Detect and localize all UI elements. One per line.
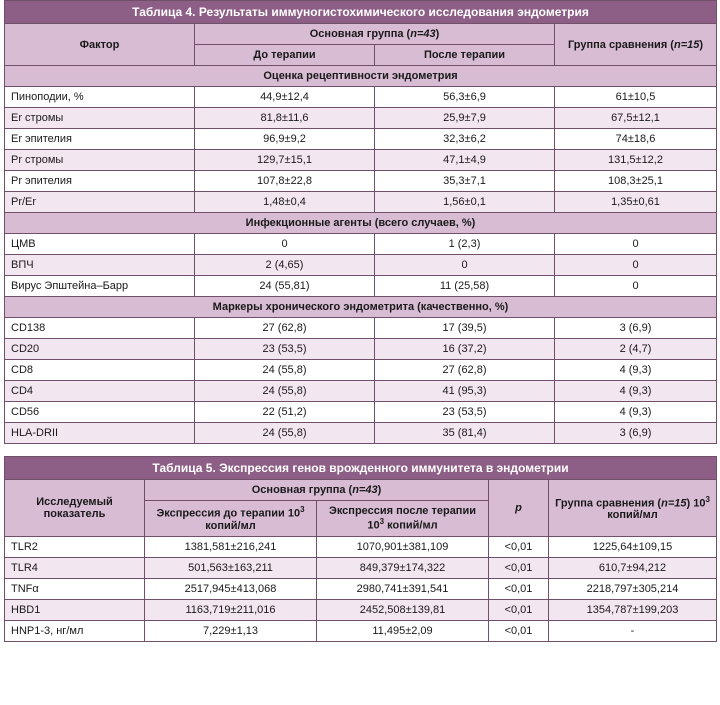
row-value-after: 2980,741±391,541 xyxy=(317,578,489,599)
table-row xyxy=(5,381,717,402)
table-5-header-main-group: Основная группа (n=43) xyxy=(145,480,489,501)
row-value-compare: 108,3±25,1 xyxy=(555,171,717,192)
table-4-header-compare-group: Группа сравнения (n=15) xyxy=(555,24,717,66)
table-4-header-row-1 xyxy=(5,24,717,45)
row-value-after: 35 (81,4) xyxy=(375,423,555,444)
table-row xyxy=(5,87,717,108)
table-row xyxy=(5,557,717,578)
row-value-before: 2517,945±413,068 xyxy=(145,578,317,599)
row-value-before: 44,9±12,4 xyxy=(195,87,375,108)
row-value-before: 24 (55,8) xyxy=(195,360,375,381)
row-value-after: 11 (25,58) xyxy=(375,276,555,297)
table-4-section-title: Инфекционные агенты (всего случаев, %) xyxy=(5,213,717,234)
row-value-compare: 0 xyxy=(555,255,717,276)
row-value-after: 1,56±0,1 xyxy=(375,192,555,213)
row-value-p: <0,01 xyxy=(489,557,549,578)
table-4-section-row xyxy=(5,297,717,318)
row-value-compare: 1354,787±199,203 xyxy=(549,599,717,620)
table-4-caption: Таблица 4. Результаты иммуногистохимического исследования эндометрия xyxy=(5,1,717,24)
row-value-before: 107,8±22,8 xyxy=(195,171,375,192)
row-value-compare: 610,7±94,212 xyxy=(549,557,717,578)
table-row xyxy=(5,192,717,213)
table-row xyxy=(5,536,717,557)
row-value-p: <0,01 xyxy=(489,599,549,620)
table-row xyxy=(5,578,717,599)
row-value-before: 0 xyxy=(195,234,375,255)
row-label: TLR4 xyxy=(5,557,145,578)
table-row xyxy=(5,339,717,360)
table-gap xyxy=(0,444,720,456)
table-4-header-main-group: Основная группа (n=43) xyxy=(195,24,555,45)
row-label: Пиноподии, % xyxy=(5,87,195,108)
row-value-after: 0 xyxy=(375,255,555,276)
table-row xyxy=(5,360,717,381)
table-row xyxy=(5,129,717,150)
table-row xyxy=(5,318,717,339)
row-label: Pr стромы xyxy=(5,150,195,171)
row-label: ЦМВ xyxy=(5,234,195,255)
row-value-compare: 74±18,6 xyxy=(555,129,717,150)
row-value-p: <0,01 xyxy=(489,536,549,557)
row-label: Er эпителия xyxy=(5,129,195,150)
row-value-p: <0,01 xyxy=(489,620,549,641)
table-row xyxy=(5,423,717,444)
row-value-after: 32,3±6,2 xyxy=(375,129,555,150)
row-label: ВПЧ xyxy=(5,255,195,276)
table-5 xyxy=(4,456,717,642)
row-value-before: 129,7±15,1 xyxy=(195,150,375,171)
row-value-before: 23 (53,5) xyxy=(195,339,375,360)
row-value-after: 27 (62,8) xyxy=(375,360,555,381)
row-value-before: 2 (4,65) xyxy=(195,255,375,276)
row-value-after: 25,9±7,9 xyxy=(375,108,555,129)
row-value-after: 11,495±2,09 xyxy=(317,620,489,641)
row-value-compare: 1,35±0,61 xyxy=(555,192,717,213)
row-value-compare: 2218,797±305,214 xyxy=(549,578,717,599)
table-row xyxy=(5,599,717,620)
table-5-header-after: Экспрессия после терапии $10^3$ копий/мл xyxy=(317,501,489,537)
row-label: HBD1 xyxy=(5,599,145,620)
table-row xyxy=(5,402,717,423)
row-value-after: 23 (53,5) xyxy=(375,402,555,423)
row-label: CD8 xyxy=(5,360,195,381)
table-4-section-row xyxy=(5,213,717,234)
row-value-compare: 1225,64±109,15 xyxy=(549,536,717,557)
table-4-caption-row xyxy=(5,1,717,24)
row-value-before: 24 (55,8) xyxy=(195,381,375,402)
row-value-before: 22 (51,2) xyxy=(195,402,375,423)
row-value-compare: 67,5±12,1 xyxy=(555,108,717,129)
table-5-header-row-1 xyxy=(5,480,717,501)
row-value-before: 501,563±163,211 xyxy=(145,557,317,578)
row-value-before: 1163,719±211,016 xyxy=(145,599,317,620)
row-value-compare: 4 (9,3) xyxy=(555,360,717,381)
row-value-after: 849,379±174,322 xyxy=(317,557,489,578)
row-value-compare: - xyxy=(549,620,717,641)
row-label: CD20 xyxy=(5,339,195,360)
row-value-after: 47,1±4,9 xyxy=(375,150,555,171)
row-value-compare: 2 (4,7) xyxy=(555,339,717,360)
row-value-compare: 0 xyxy=(555,276,717,297)
table-row xyxy=(5,620,717,641)
row-label: TNFα xyxy=(5,578,145,599)
row-label: HNP1-3, нг/мл xyxy=(5,620,145,641)
table-4-header-before: До терапии xyxy=(195,45,375,66)
row-value-after: 1070,901±381,109 xyxy=(317,536,489,557)
table-row xyxy=(5,150,717,171)
row-label: Pr/Er xyxy=(5,192,195,213)
row-label: Pr эпителия xyxy=(5,171,195,192)
row-value-after: 56,3±6,9 xyxy=(375,87,555,108)
row-value-after: 41 (95,3) xyxy=(375,381,555,402)
row-value-before: 1,48±0,4 xyxy=(195,192,375,213)
row-label: Er стромы xyxy=(5,108,195,129)
row-value-before: 24 (55,8) xyxy=(195,423,375,444)
table-5-caption: Таблица 5. Экспрессия генов врожденного иммунитета в эндометрии xyxy=(5,457,717,480)
table-row xyxy=(5,255,717,276)
row-value-p: <0,01 xyxy=(489,578,549,599)
table-5-header-factor: Исследуемый показатель xyxy=(5,480,145,537)
row-value-after: 2452,508±139,81 xyxy=(317,599,489,620)
row-value-before: 24 (55,81) xyxy=(195,276,375,297)
table-row xyxy=(5,234,717,255)
row-label: CD4 xyxy=(5,381,195,402)
row-value-compare: 4 (9,3) xyxy=(555,402,717,423)
table-4-section-title: Оценка рецептивности эндометрия xyxy=(5,66,717,87)
row-label: CD56 xyxy=(5,402,195,423)
table-5-header-compare-group: Группа сравнения (n=15) $10^3$ копий/мл xyxy=(549,480,717,537)
row-value-compare: 131,5±12,2 xyxy=(555,150,717,171)
row-value-after: 17 (39,5) xyxy=(375,318,555,339)
table-4-header-factor: Фактор xyxy=(5,24,195,66)
table-row xyxy=(5,276,717,297)
table-5-caption-row xyxy=(5,457,717,480)
row-value-compare: 3 (6,9) xyxy=(555,423,717,444)
row-value-compare: 0 xyxy=(555,234,717,255)
table-5-header-p: p xyxy=(489,480,549,537)
row-label: CD138 xyxy=(5,318,195,339)
row-value-after: 35,3±7,1 xyxy=(375,171,555,192)
row-value-before: 1381,581±216,241 xyxy=(145,536,317,557)
table-row xyxy=(5,171,717,192)
row-value-before: 7,229±1,13 xyxy=(145,620,317,641)
row-value-before: 81,8±11,6 xyxy=(195,108,375,129)
row-value-compare: 61±10,5 xyxy=(555,87,717,108)
table-row xyxy=(5,108,717,129)
table-4-section-title: Маркеры хронического эндометрита (качественно, %) xyxy=(5,297,717,318)
row-value-compare: 4 (9,3) xyxy=(555,381,717,402)
table-4-section-row xyxy=(5,66,717,87)
row-label: Вирус Эпштейна–Барр xyxy=(5,276,195,297)
row-value-compare: 3 (6,9) xyxy=(555,318,717,339)
row-value-before: 96,9±9,2 xyxy=(195,129,375,150)
row-label: HLA-DRII xyxy=(5,423,195,444)
row-label: TLR2 xyxy=(5,536,145,557)
row-value-after: 1 (2,3) xyxy=(375,234,555,255)
row-value-after: 16 (37,2) xyxy=(375,339,555,360)
table-4 xyxy=(4,0,717,444)
row-value-before: 27 (62,8) xyxy=(195,318,375,339)
table-4-header-after: После терапии xyxy=(375,45,555,66)
table-5-header-before: Экспрессия до терапии $10^3$ копий/мл xyxy=(145,501,317,537)
